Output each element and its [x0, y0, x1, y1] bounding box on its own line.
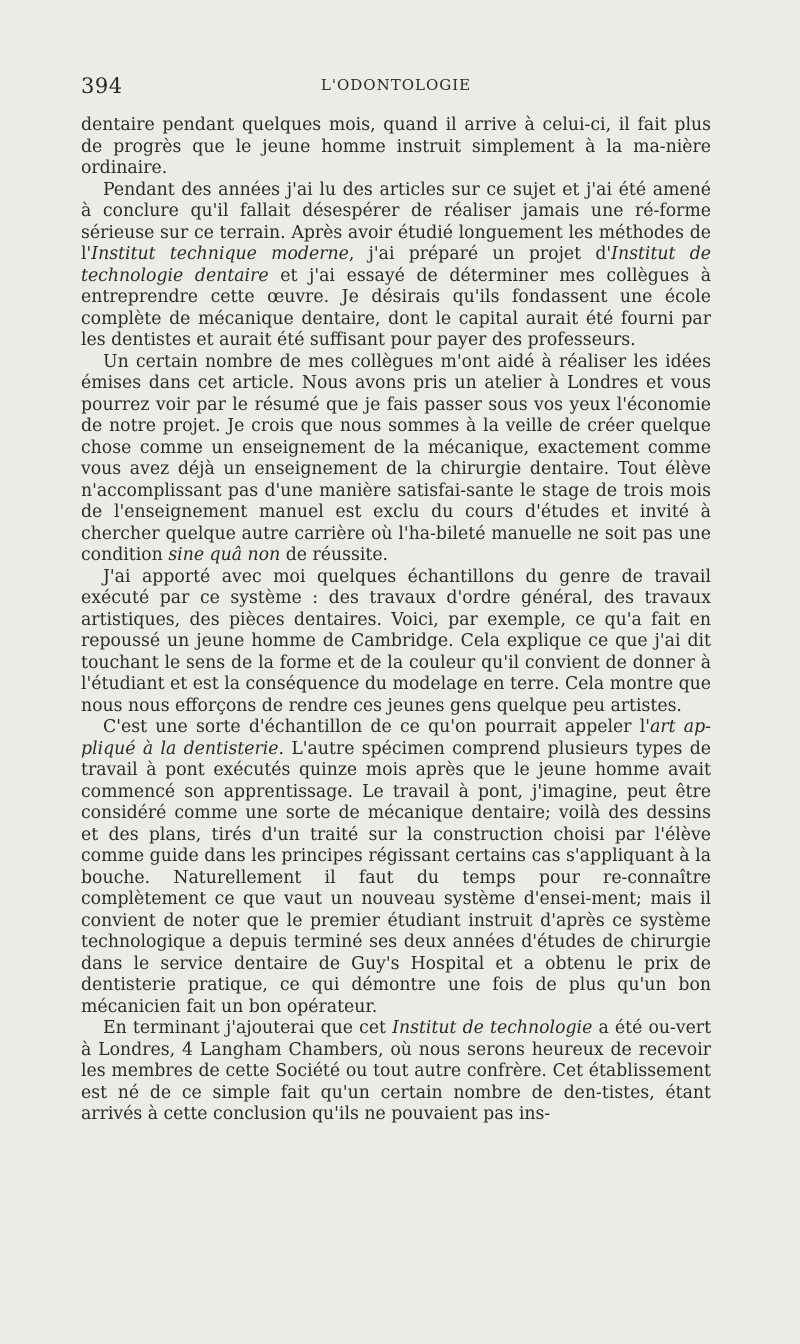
- body-text: [81, 115, 711, 1126]
- text-run: C'est une sorte d'échantillon de ce qu'on pourrait appeler l': [103, 717, 651, 737]
- paragraph: [81, 717, 711, 1018]
- text-run: dentaire pendant quelques mois, quand il arrive à celui-ci, il fait plus de progrès que le jeune homme instruit simplement à la ma-nière ordinaire.: [81, 115, 711, 178]
- page-number: 394: [81, 74, 123, 98]
- text-run: de réussite.: [280, 545, 389, 565]
- text-run: et j'ai essayé de déterminer mes collègues à entreprendre cette œuvre. Je désirais qu'ils fondassent une école complète de mécanique dentaire, dont le capital aurait été fourni par les dentistes et aurait été suffisant pour payer des professeurs.: [81, 265, 711, 350]
- paragraph: [81, 567, 711, 718]
- italic-text: Institut technique moderne: [91, 244, 349, 264]
- paragraph: [81, 352, 711, 567]
- italic-text: art ap-pliqué à la dentisterie: [81, 717, 711, 759]
- italic-text: Institut de technologie dentaire: [81, 244, 711, 286]
- paragraph: [81, 1018, 711, 1126]
- text-run: En terminant j'ajouterai que cet: [103, 1018, 393, 1038]
- running-title: L'ODONTOLOGIE: [320, 76, 472, 94]
- paragraph: [81, 115, 711, 180]
- paragraph: [81, 180, 711, 352]
- text-run: , j'ai préparé un projet d': [348, 244, 612, 264]
- text-run: J'ai apporté avec moi quelques échantillons du genre de travail exécuté par ce système : des travaux d'ordre général, des travaux artistiques, des pièces dentaires. Voici, par exemple, ce qu'a fait en repoussé un jeune homme de Cambridge. Cela explique ce que j'ai dit touchant le sens de la forme et de la couleur qu'il convient de donner à l'étudiant et est la conséquence du modelage en terre. Cela montre que nous nous efforçons de rendre ces jeunes gens quelque peu artistes.: [81, 566, 711, 716]
- text-run: . L'autre spécimen comprend plusieurs types de travail à pont exécutés quinze mois après que le jeune homme avait commencé son apprentissage. Le travail à pont, j'imagine, peut être considéré comme une sorte de mécanique dentaire; voilà des dessins et des plans, tirés d'un traité sur la construction choisi par l'élève comme guide dans les principes régissant certains cas s'appliquant à la bouche. Naturellement il faut du temps pour re-connaître complètement ce que vaut un nouveau système d'ensei-ment; mais il convient de noter que le premier étudiant instruit d'après ce système technologique a depuis terminé ses deux années d'études de chirurgie dans le service dentaire de Guy's Hospital et a obtenu le prix de dentisterie pratique, ce qui démontre une fois de plus qu'un bon mécanicien fait un bon opérateur.: [81, 738, 712, 1017]
- text-run: a été ou-vert à Londres, 4 Langham Chambers, où nous serons heureux de recevoir les membres de cette Société ou tout autre confrère. Cet établissement est né de ce simple fait qu'un certain nombre de den-tistes, étant arrivés à cette conclusion qu'ils ne pouvaient pas ins-: [81, 1018, 712, 1124]
- text-run: Pendant des années j'ai lu des articles sur ce sujet et j'ai été amené à conclure qu'il fallait désespérer de réaliser jamais une ré-forme sérieuse sur ce terrain. Après avoir étudié longuement les méthodes de l': [81, 179, 711, 264]
- page-header: [81, 74, 711, 104]
- italic-text: Institut de technologie: [392, 1018, 593, 1038]
- italic-text: sine quâ non: [168, 545, 281, 565]
- text-run: Un certain nombre de mes collègues m'ont aidé à réaliser les idées émises dans cet article. Nous avons pris un atelier à Londres et vous pourrez voir par le résumé que je fais passer sous vos yeux l'économie de notre projet. Je crois que nous sommes à la veille de créer quelque chose comme un enseignement de la mécanique, exactement comme vous avez déjà un enseignement de la chirurgie dentaire. Tout élève n'accomplissant pas d'une manière satisfai-sante le stage de trois mois de l'enseignement manuel est exclu du cours d'études et invité à chercher quelque autre carrière où l'ha-bileté manuelle ne soit pas une condition: [81, 351, 711, 565]
